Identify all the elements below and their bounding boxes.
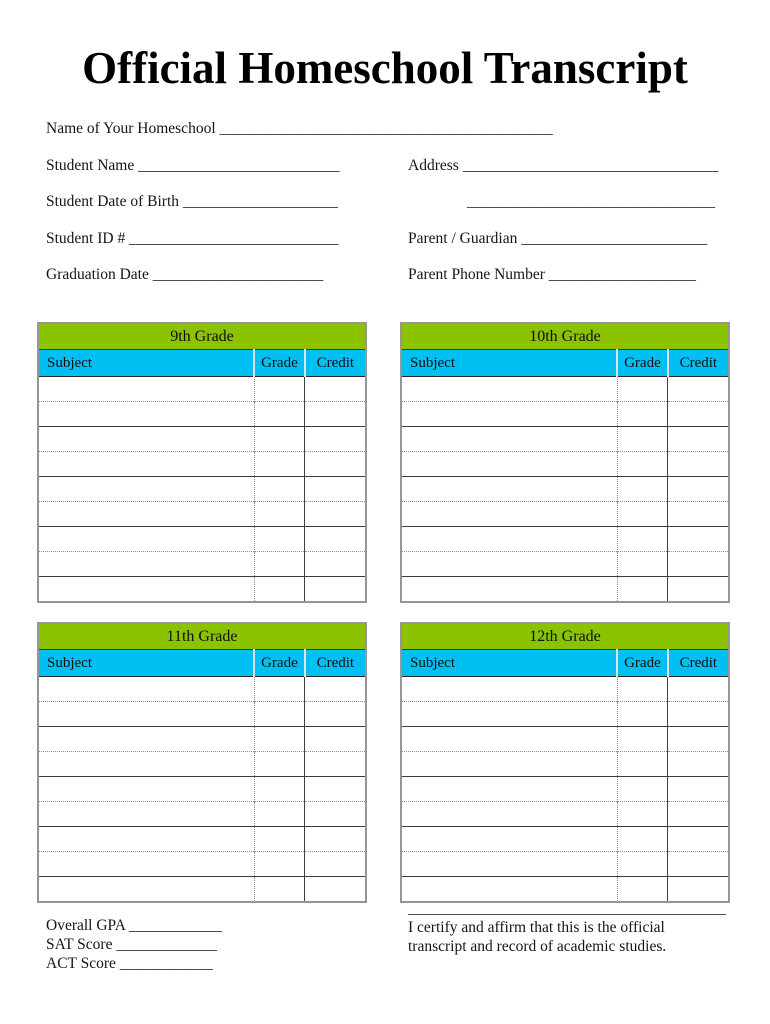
subject-cell[interactable]: [402, 752, 617, 777]
subject-cell[interactable]: [402, 527, 617, 552]
grade-cell[interactable]: [254, 402, 305, 427]
table-row: [39, 877, 365, 902]
grade-cell[interactable]: [617, 552, 668, 577]
grade-cell[interactable]: [617, 752, 668, 777]
address-line2-blank[interactable]: ________________________________: [467, 193, 715, 210]
grade-cell[interactable]: [254, 702, 305, 727]
subject-cell[interactable]: [402, 802, 617, 827]
credit-cell[interactable]: [305, 777, 365, 802]
table-row: [402, 702, 728, 727]
grade-cell[interactable]: [617, 452, 668, 477]
subject-cell[interactable]: [402, 677, 617, 702]
credit-cell[interactable]: [668, 752, 728, 777]
student-id-blank[interactable]: ___________________________: [129, 230, 339, 247]
column-header-subject: Subject: [39, 350, 254, 377]
column-header-credit: Credit: [668, 650, 728, 677]
column-header-grade: Grade: [254, 350, 305, 377]
table-row: [402, 852, 728, 877]
grade-cell[interactable]: [617, 577, 668, 602]
subject-cell[interactable]: [39, 577, 254, 602]
grade-table-title: 10th Grade: [402, 324, 728, 350]
graduation-date-blank[interactable]: ______________________: [152, 266, 324, 283]
subject-cell[interactable]: [39, 727, 254, 752]
grade-cell[interactable]: [617, 677, 668, 702]
grade-cell[interactable]: [254, 677, 305, 702]
credit-cell[interactable]: [668, 377, 728, 402]
student-name-label: Student Name: [46, 157, 135, 174]
grade-cell[interactable]: [254, 477, 305, 502]
grade-cell[interactable]: [617, 877, 668, 902]
grade-cell[interactable]: [254, 877, 305, 902]
grade-cell[interactable]: [254, 752, 305, 777]
table-row: [402, 877, 728, 902]
table-row: [402, 577, 728, 602]
table-row: [402, 827, 728, 852]
table-row: [39, 827, 365, 852]
credit-cell[interactable]: [305, 502, 365, 527]
table-row: [39, 727, 365, 752]
grade-cell[interactable]: [617, 477, 668, 502]
grade-table-title: 12th Grade: [402, 624, 728, 650]
credit-cell[interactable]: [668, 502, 728, 527]
table-row: [39, 427, 365, 452]
subject-cell[interactable]: [39, 702, 254, 727]
subject-cell[interactable]: [402, 577, 617, 602]
homeschool-name-label: Name of Your Homeschool: [46, 120, 216, 137]
subject-cell[interactable]: [402, 727, 617, 752]
subject-cell[interactable]: [39, 752, 254, 777]
grade-table-10th: [400, 322, 730, 603]
credit-cell[interactable]: [668, 677, 728, 702]
table-row: [402, 502, 728, 527]
grade-cell[interactable]: [254, 377, 305, 402]
grade-cell[interactable]: [617, 702, 668, 727]
subject-cell[interactable]: [39, 377, 254, 402]
subject-cell[interactable]: [402, 377, 617, 402]
sat-score-label: SAT Score: [46, 936, 113, 953]
table-row: [39, 527, 365, 552]
grade-cell[interactable]: [254, 502, 305, 527]
column-header-grade: Grade: [617, 650, 668, 677]
homeschool-name-blank[interactable]: ___________________________________________: [219, 120, 553, 137]
grade-cell[interactable]: [617, 377, 668, 402]
address-label: Address: [408, 157, 459, 174]
credit-cell[interactable]: [305, 552, 365, 577]
subject-cell[interactable]: [402, 777, 617, 802]
page-title: Official Homeschool Transcript: [82, 43, 688, 93]
field-sat-score: [46, 935, 222, 954]
act-score-blank[interactable]: ____________: [119, 955, 213, 972]
sat-score-blank[interactable]: _____________: [116, 936, 218, 953]
certification-block: [408, 899, 726, 956]
grade-cell[interactable]: [617, 502, 668, 527]
subject-cell[interactable]: [39, 677, 254, 702]
field-act-score: [46, 954, 222, 973]
field-overall-gpa: [46, 916, 222, 935]
grade-cell[interactable]: [617, 827, 668, 852]
subject-cell[interactable]: [39, 452, 254, 477]
subject-cell[interactable]: [402, 852, 617, 877]
date-of-birth-blank[interactable]: ____________________: [182, 193, 338, 210]
table-row: [39, 802, 365, 827]
grade-table-12th: [400, 622, 730, 903]
grade-cell[interactable]: [617, 402, 668, 427]
credit-cell[interactable]: [668, 827, 728, 852]
table-row: [39, 402, 365, 427]
subject-cell[interactable]: [402, 477, 617, 502]
credit-cell[interactable]: [668, 527, 728, 552]
grade-cell[interactable]: [254, 852, 305, 877]
subject-cell[interactable]: [402, 877, 617, 902]
table-row: [402, 552, 728, 577]
subject-cell[interactable]: [39, 802, 254, 827]
column-header-credit: Credit: [305, 350, 365, 377]
grade-table-title: 11th Grade: [39, 624, 365, 650]
grade-cell[interactable]: [254, 452, 305, 477]
table-row: [39, 377, 365, 402]
grade-cell[interactable]: [617, 777, 668, 802]
subject-cell[interactable]: [39, 877, 254, 902]
grade-cell[interactable]: [617, 727, 668, 752]
subject-cell[interactable]: [39, 777, 254, 802]
subject-cell[interactable]: [402, 452, 617, 477]
table-row: [39, 577, 365, 602]
credit-cell[interactable]: [668, 727, 728, 752]
subject-cell[interactable]: [39, 427, 254, 452]
table-row: [402, 377, 728, 402]
certification-text-line2: transcript and record of academic studies.: [408, 938, 667, 955]
table-row: [39, 452, 365, 477]
credit-cell[interactable]: [305, 802, 365, 827]
credit-cell[interactable]: [305, 377, 365, 402]
table-row: [402, 427, 728, 452]
credit-cell[interactable]: [305, 727, 365, 752]
overall-gpa-blank[interactable]: ____________: [128, 917, 222, 934]
credit-cell[interactable]: [305, 452, 365, 477]
grade-table-title: 9th Grade: [39, 324, 365, 350]
table-row: [39, 752, 365, 777]
field-parent-guardian: [408, 230, 707, 248]
act-score-label: ACT Score: [46, 955, 116, 972]
credit-cell[interactable]: [668, 452, 728, 477]
grade-cell[interactable]: [617, 802, 668, 827]
credit-cell[interactable]: [305, 852, 365, 877]
parent-guardian-blank[interactable]: ________________________: [521, 230, 708, 247]
credit-cell[interactable]: [305, 427, 365, 452]
subject-cell[interactable]: [402, 427, 617, 452]
table-row: [39, 502, 365, 527]
field-parent-phone: [408, 266, 696, 284]
parent-phone-label: Parent Phone Number: [408, 266, 545, 283]
subject-cell[interactable]: [39, 527, 254, 552]
grade-cell[interactable]: [254, 527, 305, 552]
table-row: [39, 777, 365, 802]
table-row: [402, 677, 728, 702]
column-header-grade: Grade: [617, 350, 668, 377]
credit-cell[interactable]: [668, 552, 728, 577]
field-student-name: [46, 157, 340, 175]
overall-gpa-label: Overall GPA: [46, 917, 126, 934]
credit-cell[interactable]: [305, 877, 365, 902]
parent-phone-blank[interactable]: ___________________: [548, 266, 697, 283]
grade-cell[interactable]: [254, 427, 305, 452]
column-header-subject: Subject: [402, 650, 617, 677]
table-row: [39, 552, 365, 577]
subject-cell[interactable]: [39, 402, 254, 427]
credit-cell[interactable]: [305, 752, 365, 777]
credit-cell[interactable]: [305, 402, 365, 427]
grade-cell[interactable]: [617, 852, 668, 877]
credit-cell[interactable]: [668, 477, 728, 502]
credit-cell[interactable]: [305, 527, 365, 552]
grade-cell[interactable]: [254, 802, 305, 827]
subject-cell[interactable]: [402, 402, 617, 427]
credit-cell[interactable]: [668, 852, 728, 877]
field-address-line2: [467, 193, 715, 211]
grade-cell[interactable]: [254, 727, 305, 752]
credit-cell[interactable]: [305, 577, 365, 602]
credit-cell[interactable]: [668, 577, 728, 602]
subject-cell[interactable]: [39, 552, 254, 577]
subject-cell[interactable]: [402, 702, 617, 727]
credit-cell[interactable]: [668, 777, 728, 802]
table-row: [402, 727, 728, 752]
subject-cell[interactable]: [402, 827, 617, 852]
table-row: [402, 452, 728, 477]
credit-cell[interactable]: [668, 802, 728, 827]
student-name-blank[interactable]: __________________________: [138, 157, 340, 174]
credit-cell[interactable]: [305, 477, 365, 502]
credit-cell[interactable]: [305, 677, 365, 702]
grade-table-11th: [37, 622, 367, 903]
certification-text-line1: I certify and affirm that this is the official: [408, 919, 665, 936]
field-date-of-birth: [46, 193, 338, 211]
credit-cell[interactable]: [668, 877, 728, 902]
column-header-credit: Credit: [305, 650, 365, 677]
field-address: [408, 157, 718, 175]
credit-cell[interactable]: [668, 427, 728, 452]
table-row: [402, 802, 728, 827]
grade-cell[interactable]: [617, 527, 668, 552]
table-row: [402, 477, 728, 502]
field-graduation-date: [46, 266, 323, 284]
score-summary: [46, 916, 222, 973]
column-header-grade: Grade: [254, 650, 305, 677]
address-blank[interactable]: _________________________________: [462, 157, 719, 174]
subject-cell[interactable]: [39, 477, 254, 502]
field-homeschool-name: [46, 120, 553, 138]
column-header-subject: Subject: [402, 350, 617, 377]
subject-cell[interactable]: [402, 502, 617, 527]
column-header-credit: Credit: [668, 350, 728, 377]
credit-cell[interactable]: [668, 702, 728, 727]
subject-cell[interactable]: [39, 852, 254, 877]
subject-cell[interactable]: [39, 502, 254, 527]
subject-cell[interactable]: [39, 827, 254, 852]
parent-guardian-label: Parent / Guardian: [408, 230, 518, 247]
credit-cell[interactable]: [668, 402, 728, 427]
table-row: [402, 777, 728, 802]
credit-cell[interactable]: [305, 827, 365, 852]
grade-cell[interactable]: [254, 777, 305, 802]
grade-cell[interactable]: [254, 827, 305, 852]
table-row: [39, 477, 365, 502]
column-header-subject: Subject: [39, 650, 254, 677]
grade-cell[interactable]: [617, 427, 668, 452]
field-student-id: [46, 230, 338, 248]
grade-cell[interactable]: [254, 577, 305, 602]
table-row: [402, 527, 728, 552]
date-of-birth-label: Student Date of Birth: [46, 193, 180, 210]
table-row: [402, 402, 728, 427]
graduation-date-label: Graduation Date: [46, 266, 149, 283]
grade-cell[interactable]: [254, 552, 305, 577]
table-row: [39, 852, 365, 877]
student-id-label: Student ID #: [46, 230, 126, 247]
signature-line[interactable]: _________________________________________: [408, 900, 726, 917]
subject-cell[interactable]: [402, 552, 617, 577]
table-row: [39, 677, 365, 702]
table-row: [402, 752, 728, 777]
credit-cell[interactable]: [305, 702, 365, 727]
table-row: [39, 702, 365, 727]
grade-table-9th: [37, 322, 367, 603]
